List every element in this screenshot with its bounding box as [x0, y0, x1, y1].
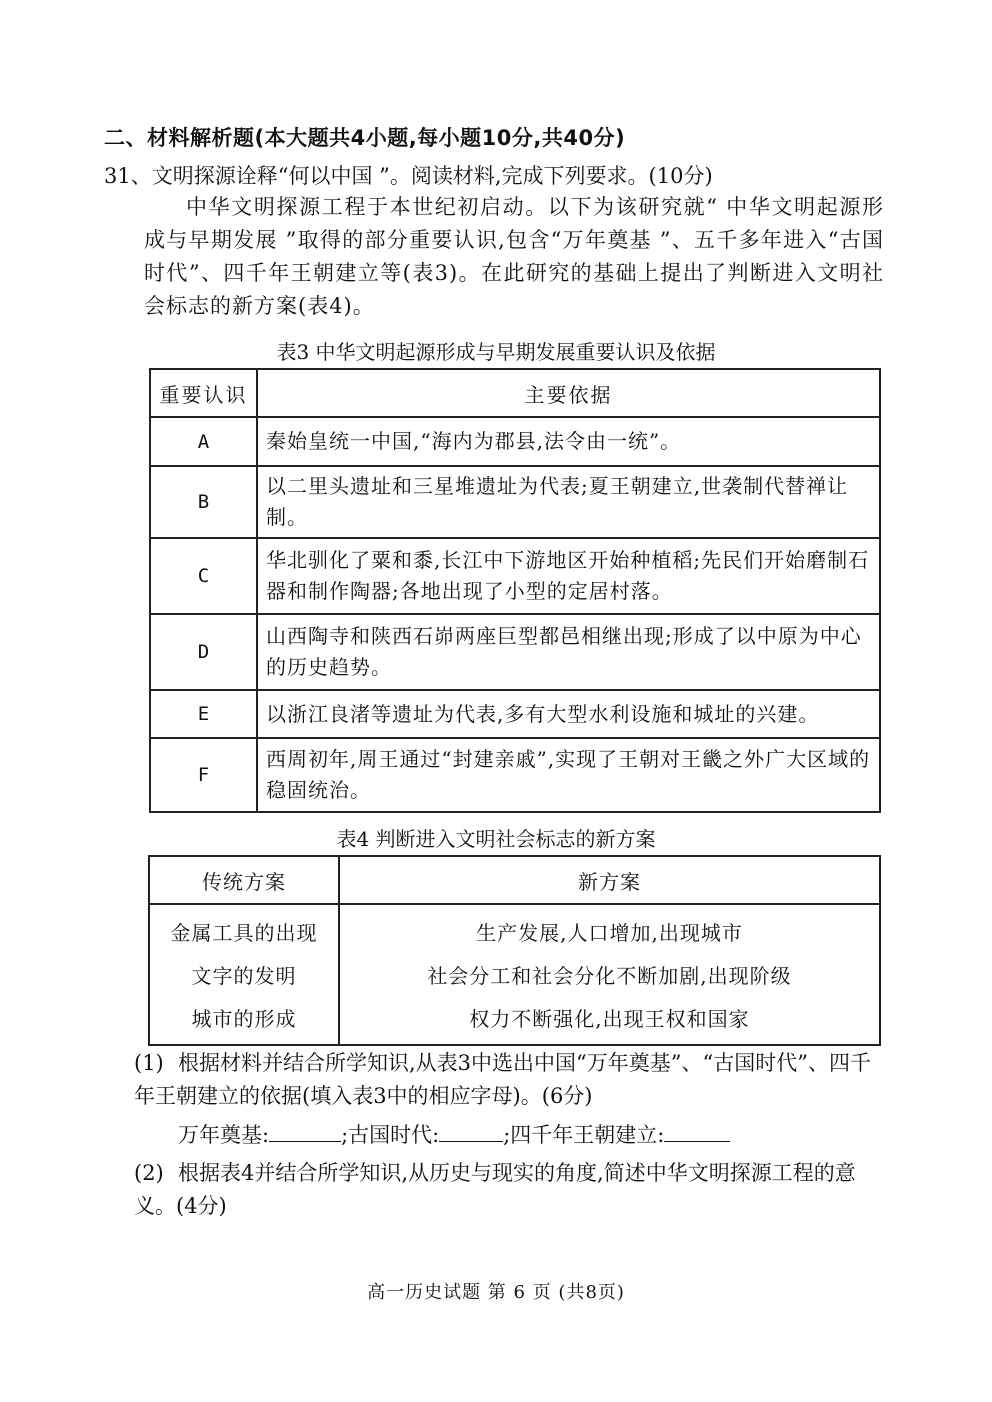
table3-basis: 以浙江良渚等遗址为代表,多有大型水利设施和城址的兴建。: [257, 690, 880, 738]
question-stem-text: 文明探源诠释“何以中国 ”。阅读材料,完成下列要求。(10分): [151, 164, 713, 188]
blank1-label: 万年奠基:: [178, 1123, 270, 1147]
table4-header-cell: 传统方案: [149, 856, 339, 904]
page-footer: 高一历史试题 第 6 页 (共8页): [367, 1282, 625, 1303]
table3-basis: 山西陶寺和陕西石峁两座巨型都邑相继出现;形成了以中原为中心的历史趋势。: [257, 614, 880, 690]
table4-traditional: 城市的形成: [149, 996, 339, 1045]
table3-label: F: [150, 738, 257, 812]
table4-caption: 表4 判断进入文明社会标志的新方案: [336, 827, 656, 851]
blank1-line[interactable]: [269, 1121, 341, 1142]
table3-label: D: [150, 614, 257, 690]
table4-new: 权力不断强化,出现王权和国家: [339, 996, 880, 1045]
table3: [149, 368, 881, 813]
table3-row: [150, 538, 880, 614]
table3-row: [150, 614, 880, 690]
subquestion-1: [134, 1047, 884, 1113]
subquestion-1-text: 根据材料并结合所学知识,从表3中选出中国“万年奠基”、“古国时代”、四千年王朝建立的依据(填入表3中的相应字母)。(6分): [134, 1051, 871, 1108]
table3-row: [150, 738, 880, 812]
material-paragraph: 中华文明探源工程于本世纪初启动。以下为该研究就“ 中华文明起源形成与早期发展 ”取得的部分重要认识,包含“万年奠基 ”、五千多年进入“古国时代”、四千年王朝建立等(表3)。在此研究的基础上提出了判断进入文明社会标志的新方案(表4)。: [144, 195, 884, 318]
table3-basis: 秦始皇统一中国,“海内为郡县,法令由一统”。: [257, 417, 880, 466]
table3-label: B: [150, 466, 257, 538]
table4-header-cell: 新方案: [339, 856, 880, 904]
table4-traditional: 金属工具的出现: [149, 904, 339, 953]
blank2-line[interactable]: [439, 1121, 503, 1142]
subquestion-2-number: (2): [134, 1161, 164, 1185]
section-title: 二、材料解析题(本大题共4小题,每小题10分,共40分): [104, 126, 626, 150]
subquestion-2-text: 根据表4并结合所学知识,从历史与现实的角度,简述中华文明探源工程的意义。(4分): [134, 1161, 856, 1218]
table3-row: [150, 466, 880, 538]
table3-header-row: [150, 369, 880, 417]
table4-row: [149, 904, 880, 953]
table3-label: C: [150, 538, 257, 614]
answer-blanks: [178, 1119, 928, 1152]
table3-basis: 华北驯化了粟和黍,长江中下游地区开始种植稻;先民们开始磨制石器和制作陶器;各地出现了小型的定居村落。: [257, 538, 880, 614]
table4-header-row: [149, 856, 880, 904]
table4-traditional: 文字的发明: [149, 953, 339, 996]
table3-basis: 西周初年,周王通过“封建亲戚”,实现了王朝对王畿之外广大区域的稳固统治。: [257, 738, 880, 812]
table3-label: A: [150, 417, 257, 466]
subquestion-2: [134, 1157, 884, 1223]
table4-row: [149, 996, 880, 1045]
table4-row: [149, 953, 880, 996]
blank3-line[interactable]: [664, 1121, 730, 1142]
blank3-label: ;四千年王朝建立:: [503, 1123, 665, 1147]
table4: [148, 855, 881, 1046]
table3-header-cell: 重要认识: [150, 369, 257, 417]
table3-row: [150, 417, 880, 466]
table3-row: [150, 690, 880, 738]
question-number: 31、: [104, 164, 152, 188]
table4-new: 社会分工和社会分化不断加剧,出现阶级: [339, 953, 880, 996]
table3-label: E: [150, 690, 257, 738]
table3-basis: 以二里头遗址和三星堆遗址为代表;夏王朝建立,世袭制代替禅让制。: [257, 466, 880, 538]
subquestion-1-number: (1): [134, 1051, 164, 1075]
blank2-label: ;古国时代:: [341, 1123, 440, 1147]
table3-header-cell: 主要依据: [257, 369, 880, 417]
question-stem: [104, 160, 713, 190]
table3-caption: 表3 中华文明起源形成与早期发展重要认识及依据: [276, 340, 716, 364]
table4-new: 生产发展,人口增加,出现城市: [339, 904, 880, 953]
